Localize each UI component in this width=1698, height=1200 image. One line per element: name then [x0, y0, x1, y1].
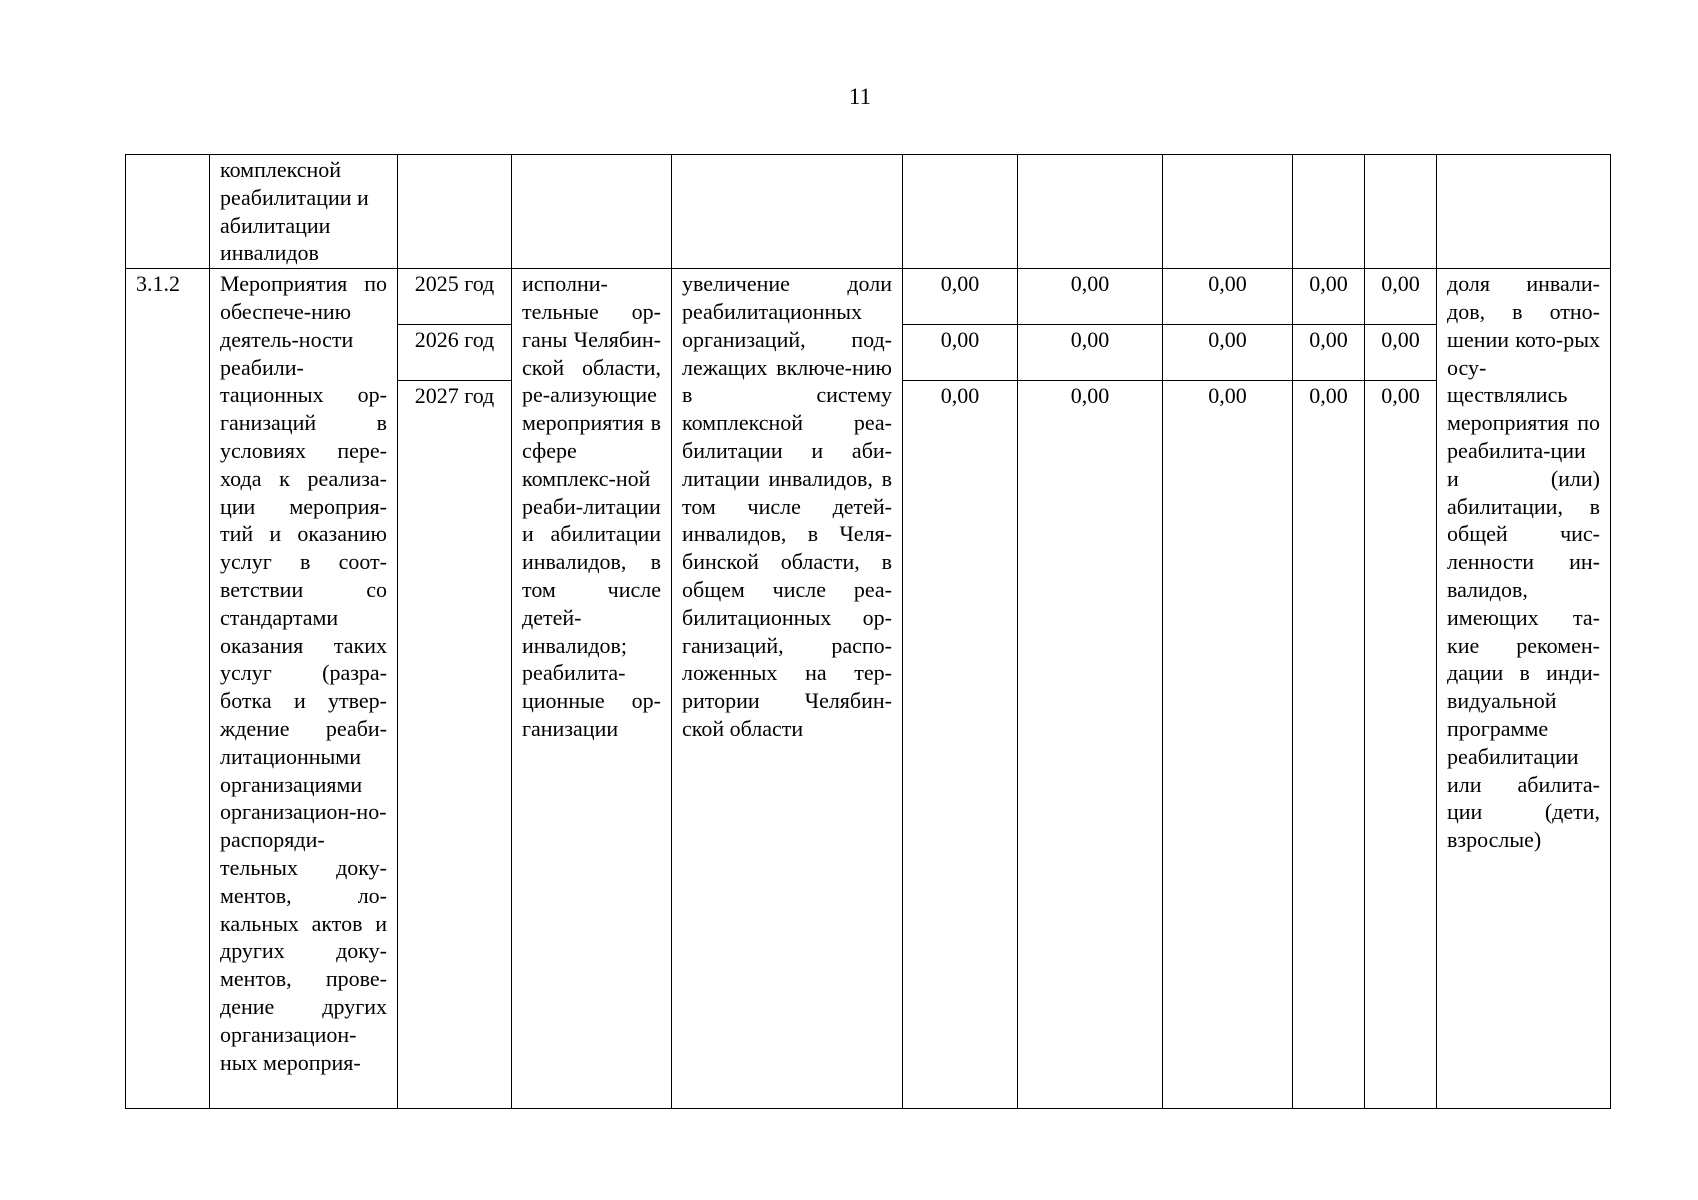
row-number-cell: 3.1.2	[126, 269, 210, 1109]
value-cell: 0,00	[1018, 269, 1163, 325]
value-cell: 0,00	[1293, 325, 1365, 381]
continuation-value-cell	[1293, 155, 1365, 269]
value-cell: 0,00	[1163, 381, 1293, 1109]
value-cell: 0,00	[903, 381, 1018, 1109]
value-cell: 0,00	[1018, 325, 1163, 381]
year-cell: 2026 год	[398, 325, 512, 381]
program-activities-table	[125, 154, 1611, 1109]
value-cell: 0,00	[1293, 269, 1365, 325]
value-cell: 0,00	[903, 269, 1018, 325]
continuation-number-cell	[126, 155, 210, 269]
continuation-name-cell: комплексной реабилитации и абилитации инвалидов	[210, 155, 398, 269]
table-row-2025	[126, 269, 1611, 325]
value-cell: 0,00	[1163, 269, 1293, 325]
year-cell: 2027 год	[398, 381, 512, 1109]
value-cell: 0,00	[1365, 381, 1437, 1109]
value-cell: 0,00	[903, 325, 1018, 381]
continuation-value-cell	[1365, 155, 1437, 269]
value-cell: 0,00	[1018, 381, 1163, 1109]
value-cell: 0,00	[1365, 269, 1437, 325]
executors-cell: исполни-тельные ор-ганы Челябин-ской области, ре-ализующие мероприятия в сфере комплекс-ной реаби-литации и абилитации инвалидов, в том числе детей-инвалидов; реабилита-ционные ор-ганизации	[512, 269, 672, 1109]
continuation-row	[126, 155, 1611, 269]
page-number: 11	[848, 84, 872, 109]
continuation-value-cell	[1163, 155, 1293, 269]
continuation-value-cell	[1018, 155, 1163, 269]
continuation-year-cell	[398, 155, 512, 269]
continuation-indicator-cell	[1437, 155, 1611, 269]
continuation-result-cell	[672, 155, 903, 269]
indicator-cell: доля инвали-дов, в отно-шении кото-рых осу-ществлялись мероприятия по реабилита-ции и (или) абилитации, в общей чис-ленности ин-валидов, имеющих та-кие рекомен-дации в инди-видуальной программе реабилитации или абилита-ции (дети, взрослые)	[1437, 269, 1611, 1109]
activity-name-cell: Мероприятия по обеспече-нию деятель-ности реабили-тационных ор-ганизаций в условиях пере-хода к реализа-ции мероприя-тий и оказанию услуг в соот-ветствии со стандартами оказания таких услуг (разра-ботка и утвер-ждение реаби-литационными организациями организацион-но-распоряди-тельных доку-ментов, ло-кальных актов и других доку-ментов, прове-дение других организацион-ных мероприя-	[210, 269, 398, 1109]
year-cell: 2025 год	[398, 269, 512, 325]
value-cell: 0,00	[1365, 325, 1437, 381]
result-cell: увеличение доли реабилитационных организаций, под-лежащих включе-нию в систему комплексной реа-билитации и аби-литации инвалидов, в том числе детей-инвалидов, в Челя-бинской области, в общем числе реа-билитационных ор-ганизаций, распо-ложенных на тер-ритории Челябин-ской области	[672, 269, 903, 1109]
continuation-executors-cell	[512, 155, 672, 269]
continuation-value-cell	[903, 155, 1018, 269]
value-cell: 0,00	[1163, 325, 1293, 381]
value-cell: 0,00	[1293, 381, 1365, 1109]
